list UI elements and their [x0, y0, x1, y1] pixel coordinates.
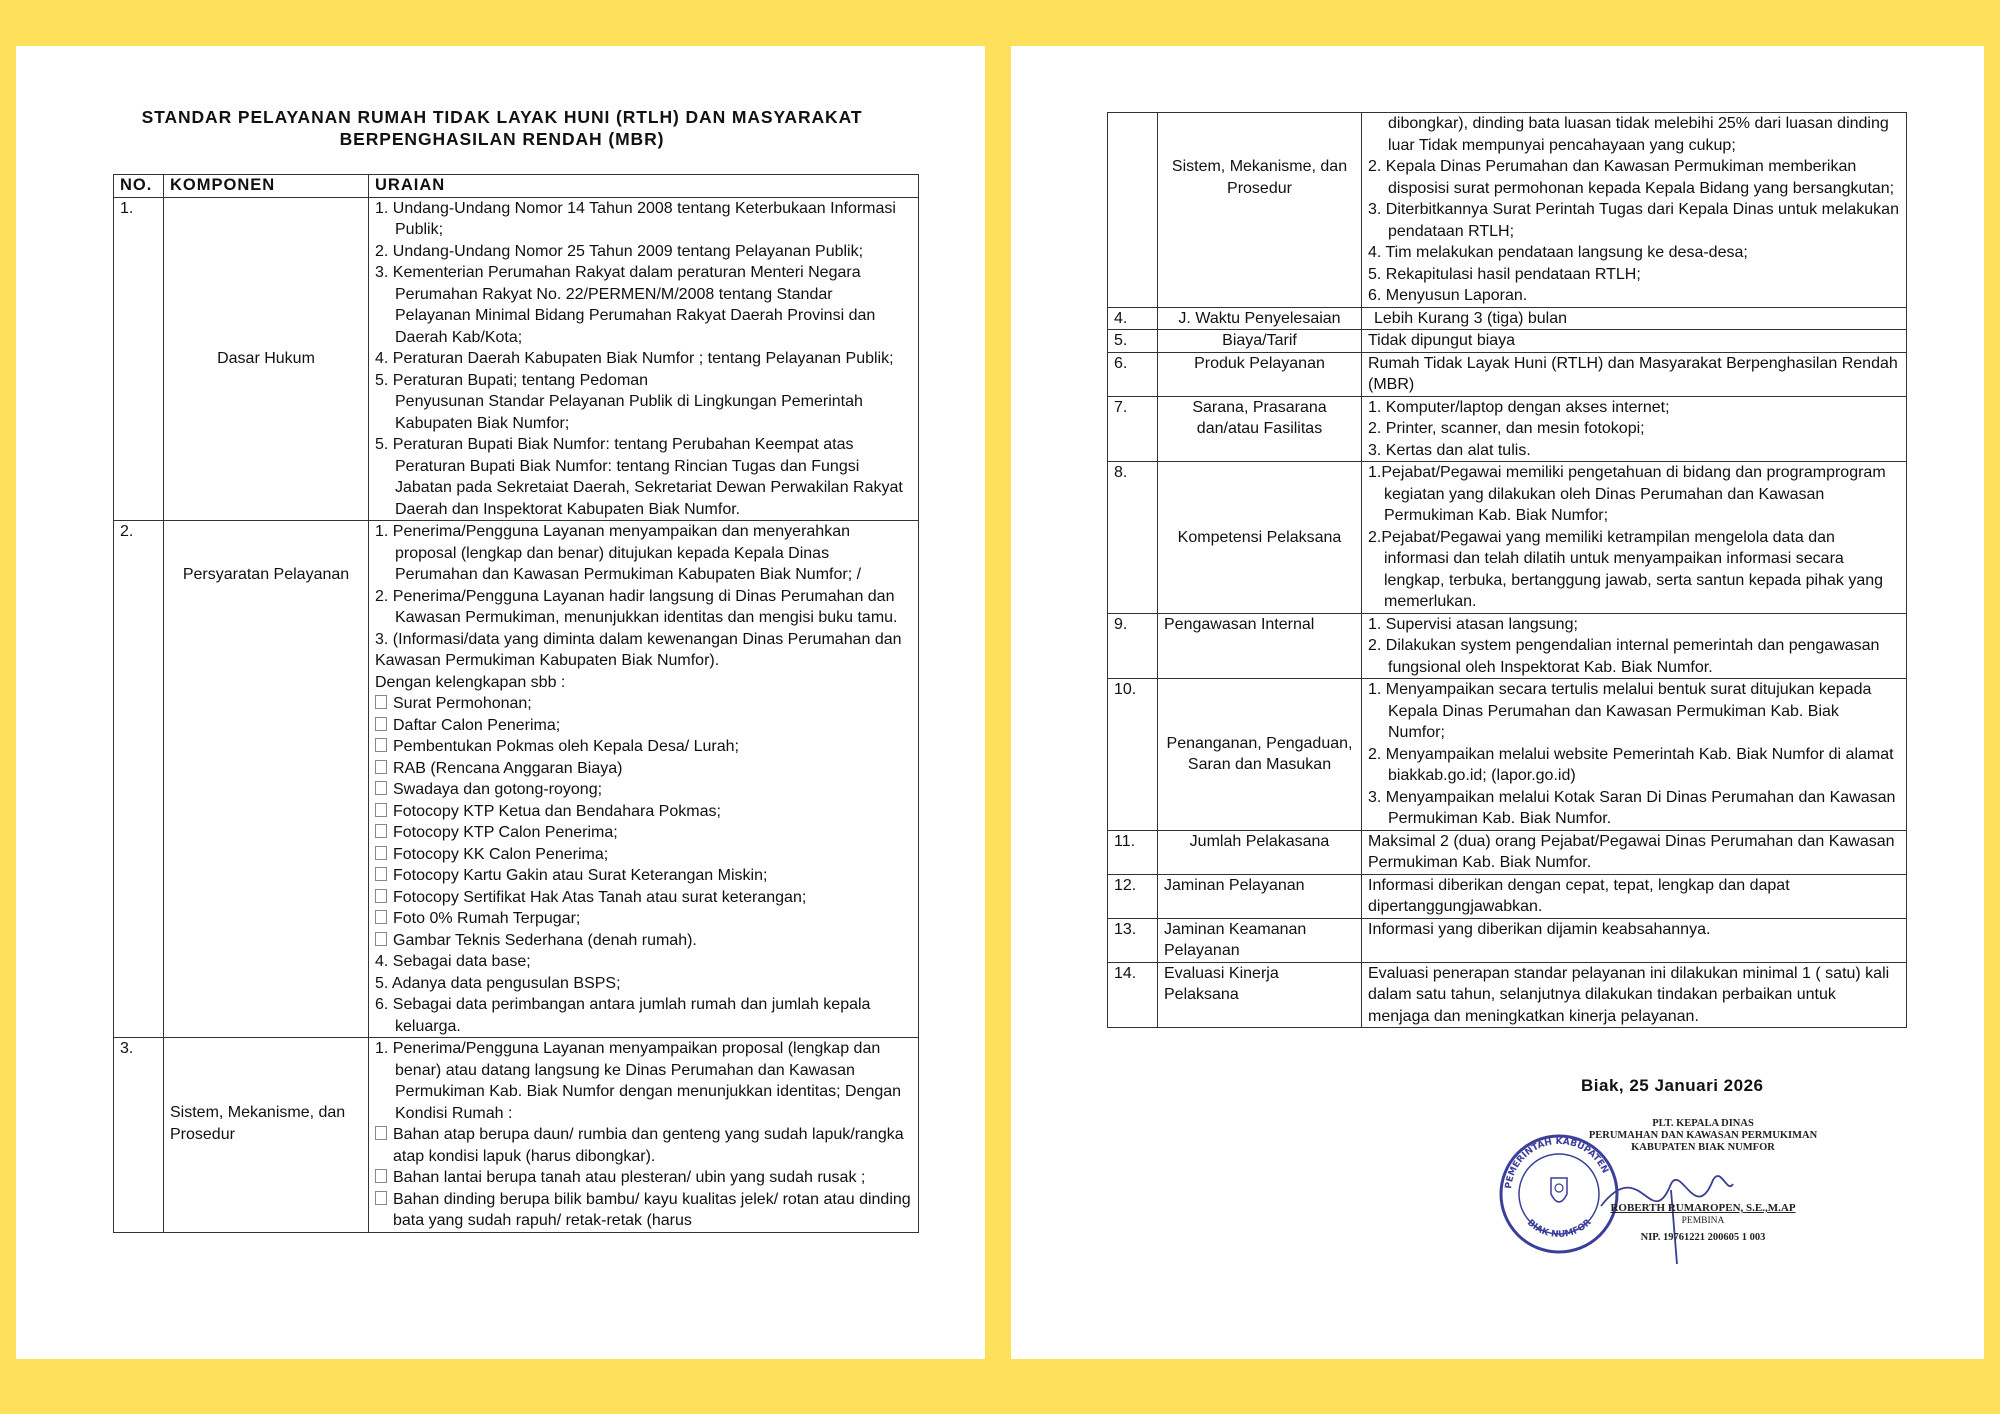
table-row	[1108, 874, 1907, 918]
row-number: 8.	[1108, 462, 1158, 614]
checkbox-glyph-icon	[375, 760, 387, 774]
table-row	[114, 1038, 919, 1233]
row-value: Lebih Kurang 3 (tiga) bulan	[1374, 309, 1568, 327]
row-component: Jaminan Pelayanan	[1158, 874, 1362, 918]
row-component: Sarana, Prasarana dan/atau Fasilitas	[1158, 396, 1362, 462]
list-item: RAB (Rencana Anggaran Biaya)	[375, 758, 912, 780]
list-item: 1. Penerima/Pengguna Layanan menyampaikan proposal (lengkap dan benar) atau datang langsung ke Dinas Perumahan dan Kawasan Permukiman Kab. Biak Numfor dengan menunjukkan identitas; Dengan Kondisi Rumah :	[375, 1040, 902, 1122]
list-item: 1. Menyampaikan secara tertulis melalui bentuk surat ditujukan kepada Kepala Dinas Perumahan dan Kawasan Permukiman Kab. Biak Numfor;	[1368, 681, 1872, 741]
table-row	[114, 521, 919, 1038]
service-standard-table-continued	[1107, 112, 1907, 1028]
list-item: 3. (Informasi/data yang diminta dalam kewenangan Dinas Perumahan dan Kawasan Permukiman Kabupaten Biak Numfor).	[375, 630, 902, 669]
list-item: 1. Komputer/laptop dengan akses internet;	[1368, 398, 1670, 416]
row-number	[1108, 113, 1158, 308]
list-item: 1. Undang-Undang Nomor 14 Tahun 2008 tentang Keterbukaan Informasi Publik;	[375, 199, 896, 238]
row-number: 5.	[1108, 330, 1158, 353]
list-item: 2.Pejabat/Pegawai yang memiliki ketrampilan mengelola data dan informasi dan telah dilatih untuk menyampaikan informasi secara lengkap, terbuka, bertanggung jawab, serta santun kepada pihak yang memerlukan.	[1368, 528, 1884, 610]
row-component: Pengawasan Internal	[1158, 613, 1362, 679]
list-item: 3. Diterbitkannya Surat Perintah Tugas dari Kepala Dinas untuk melakukan pendataan RTLH;	[1368, 201, 1899, 240]
checkbox-glyph-icon	[375, 803, 387, 817]
list-item: 5. Peraturan Bupati; tentang Pedoman	[375, 371, 649, 389]
checkbox-glyph-icon	[375, 932, 387, 946]
row-description	[369, 197, 919, 521]
list-item: Dengan kelengkapan sbb :	[375, 673, 566, 691]
row-number: 4.	[1108, 307, 1158, 330]
row-description: Rumah Tidak Layak Huni (RTLH) dan Masyarakat Berpenghasilan Rendah (MBR)	[1362, 352, 1907, 396]
list-item: 2. Menyampaikan melalui website Pemerintah Kab. Biak Numfor di alamat biakkab.go.id; (lapor.go.id)	[1368, 745, 1894, 784]
list-item: Fotocopy KTP Calon Penerima;	[375, 822, 912, 844]
document-title: STANDAR PELAYANAN RUMAH TIDAK LAYAK HUNI (RTLH) DAN MASYARAKAT BERPENGHASILAN RENDAH (MBR)	[141, 107, 863, 149]
row-description	[1362, 307, 1907, 330]
row-number: 2.	[114, 521, 164, 1038]
list-item: 2. Printer, scanner, dan mesin fotokopi;	[1368, 420, 1645, 437]
svg-text:BIAK NUMFOR: BIAK NUMFOR	[1524, 1217, 1594, 1241]
signature-date: Biak, 25 Januari 2026	[1581, 1076, 1764, 1095]
table-row	[114, 197, 919, 521]
list-item: 2. Dilakukan system pengendalian internal pemerintah dan pengawasan fungsional oleh Inspektorat Kab. Biak Numfor.	[1368, 637, 1880, 676]
list-item: 2. Penerima/Pengguna Layanan hadir langsung di Dinas Perumahan dan Kawasan Permukiman, menunjukkan identitas dan mengisi buku tamu.	[375, 587, 898, 626]
list-item: 1. Penerima/Pengguna Layanan menyampaikan dan menyerahkan proposal (lengkap dan benar) ditujukan kepada Kepala Dinas Perumahan dan Kawasan Permukiman Kabupaten Biak Numfor; /	[375, 523, 862, 583]
list-item: Daftar Calon Penerima;	[375, 715, 912, 737]
table-row	[1108, 396, 1907, 462]
row-component: Produk Pelayanan	[1158, 352, 1362, 396]
table-row	[1108, 330, 1907, 353]
row-number: 10.	[1108, 679, 1158, 831]
checkbox-glyph-icon	[375, 717, 387, 731]
signatory-title: PLT. KEPALA DINAS	[1652, 1118, 1754, 1129]
row-component: Kompetensi Pelaksana	[1158, 462, 1362, 614]
header-uraian: URAIAN	[369, 175, 919, 198]
list-item: Fotocopy KK Calon Penerima;	[375, 844, 912, 866]
checkbox-glyph-icon	[375, 1169, 387, 1183]
table-row	[1108, 307, 1907, 330]
list-item: 3. Kementerian Perumahan Rakyat dalam peraturan Menteri Negara Perumahan Rakyat No. 22/PERMEN/M/2008 tentang Standar Pelayanan Minimal Bidang Perumahan Rakyat Daerah Provinsi dan Daerah Kab/Kota;	[375, 264, 876, 346]
signatory-office: PERUMAHAN DAN KAWASAN PERMUKIMAN	[1588, 1130, 1818, 1141]
list-item: Bahan lantai berupa tanah atau plesteran/ ubin yang sudah rusak ;	[375, 1167, 912, 1189]
row-number: 7.	[1108, 396, 1158, 462]
list-item: dibongkar), dinding bata luasan tidak melebihi 25% dari luasan dinding luar Tidak mempunyai pencahayaan yang cukup;	[1388, 115, 1889, 154]
checkbox-glyph-icon	[375, 695, 387, 709]
table-row	[1108, 113, 1907, 308]
list-item: 3. Menyampaikan melalui Kotak Saran Di Dinas Perumahan dan Kawasan Permukiman Kab. Biak Numfor.	[1368, 788, 1896, 827]
list-item: Fotocopy Sertifikat Hak Atas Tanah atau surat keterangan;	[375, 887, 912, 909]
svg-text:PEMERINTAH KABUPATEN: PEMERINTAH KABUPATEN	[1504, 1136, 1610, 1190]
row-component: Jaminan Keamanan Pelayanan	[1158, 918, 1362, 962]
row-number: 13.	[1108, 918, 1158, 962]
list-item: Surat Permohonan;	[375, 693, 912, 715]
table-row	[1108, 352, 1907, 396]
table-row	[1108, 679, 1907, 831]
signatory-region: KABUPATEN BIAK NUMFOR	[1631, 1142, 1775, 1153]
list-item: 2. Undang-Undang Nomor 25 Tahun 2009 tentang Pelayanan Publik;	[375, 242, 864, 260]
checkbox-glyph-icon	[375, 846, 387, 860]
row-component: Biaya/Tarif	[1158, 330, 1362, 353]
row-description	[1362, 613, 1907, 679]
list-item: 1.Pejabat/Pegawai memiliki pengetahuan di bidang dan programprogram kegiatan yang dilakukan oleh Dinas Perumahan dan Kawasan Permukiman Kab. Biak Numfor;	[1368, 464, 1886, 524]
list-item: Bahan atap berupa daun/ rumbia dan genteng yang sudah lapuk/rangka atap kondisi lapuk (harus dibongkar).	[375, 1124, 912, 1167]
checkbox-glyph-icon	[375, 910, 387, 924]
service-standard-table	[113, 174, 919, 1233]
document-page-right	[1011, 46, 1984, 1359]
table-row	[1108, 918, 1907, 962]
signatory-rank: PEMBINA	[1681, 1216, 1725, 1226]
row-description	[1362, 113, 1907, 308]
list-item: Penyusunan Standar Pelayanan Publik di Lingkungan Pemerintah Kabupaten Biak Numfor;	[395, 393, 863, 432]
checkbox-glyph-icon	[375, 1191, 387, 1205]
header-komponen: KOMPONEN	[164, 175, 369, 198]
row-component: Penanganan, Pengaduan, Saran dan Masukan	[1158, 679, 1362, 831]
row-number: 3.	[114, 1038, 164, 1233]
header-no: NO.	[114, 175, 164, 198]
row-number: 6.	[1108, 352, 1158, 396]
list-item: 2. Kepala Dinas Perumahan dan Kawasan Permukiman memberikan disposisi surat permohonan kepada Kepala Bidang yang bersangkutan;	[1368, 158, 1895, 197]
checkbox-glyph-icon	[375, 867, 387, 881]
row-number: 12.	[1108, 874, 1158, 918]
list-item: Swadaya dan gotong-royong;	[375, 779, 912, 801]
table-header-row	[114, 175, 919, 198]
row-description	[369, 1038, 919, 1233]
list-item: 1. Supervisi atasan langsung;	[1368, 615, 1578, 633]
row-description	[1362, 396, 1907, 462]
checkbox-glyph-icon	[375, 824, 387, 838]
row-description: Informasi diberikan dengan cepat, tepat, lengkap dan dapat dipertanggungjawabkan.	[1362, 874, 1907, 918]
row-description: Tidak dipungut biaya	[1362, 330, 1907, 353]
row-component: Sistem, Mekanisme, dan Prosedur	[164, 1038, 369, 1233]
row-number: 9.	[1108, 613, 1158, 679]
row-description: Maksimal 2 (dua) orang Pejabat/Pegawai Dinas Perumahan dan Kawasan Permukiman Kab. Biak Numfor.	[1362, 830, 1907, 874]
list-item: 6. Sebagai data perimbangan antara jumlah rumah dan jumlah kepala keluarga.	[375, 996, 871, 1035]
list-item: 5. Peraturan Bupati Biak Numfor: tentang Perubahan Keempat atas Peraturan Bupati Biak Numfor: tentang Rincian Tugas dan Fungsi Jabatan pada Sekretaiat Daerah, Sekretariat Dewan Perwakilan Rakyat Daerah dan Inspektorat Kabupaten Biak Numfor.	[375, 436, 903, 518]
list-item: 5. Adanya data pengusulan BSPS;	[375, 974, 621, 992]
list-item: Fotocopy KTP Ketua dan Bendahara Pokmas;	[375, 801, 912, 823]
document-page-left	[16, 46, 985, 1359]
row-number: 11.	[1108, 830, 1158, 874]
list-item: Fotocopy Kartu Gakin atau Surat Keterangan Miskin;	[375, 865, 912, 887]
row-number: 14.	[1108, 962, 1158, 1028]
list-item: 4. Tim melakukan pendataan langsung ke desa-desa;	[1368, 244, 1748, 261]
list-item: Bahan dinding berupa bilik bambu/ kayu kualitas jelek/ rotan atau dinding bata yang sudah rapuh/ retak-retak (harus	[375, 1189, 912, 1232]
list-item: 3. Kertas dan alat tulis.	[1368, 441, 1531, 459]
row-description	[1362, 679, 1907, 831]
row-number: 1.	[114, 197, 164, 521]
row-component: Evaluasi Kinerja Pelaksana	[1158, 962, 1362, 1028]
row-component: Sistem, Mekanisme, dan Prosedur	[1158, 113, 1362, 308]
row-component: J. Waktu Penyelesaian	[1158, 307, 1362, 330]
list-item: 4. Peraturan Daerah Kabupaten Biak Numfor ; tentang Pelayanan Publik;	[375, 350, 894, 367]
signatory-nip: NIP. 19761221 200605 1 003	[1640, 1232, 1766, 1243]
list-item: Gambar Teknis Sederhana (denah rumah).	[375, 930, 912, 952]
list-item: 5. Rekapitulasi hasil pendataan RTLH;	[1368, 265, 1641, 283]
table-row	[1108, 613, 1907, 679]
checkbox-glyph-icon	[375, 889, 387, 903]
list-item: Pembentukan Pokmas oleh Kepala Desa/ Lurah;	[375, 736, 912, 758]
table-row	[1108, 962, 1907, 1028]
checkbox-glyph-icon	[375, 738, 387, 752]
signature-block	[1481, 1114, 1841, 1264]
row-description	[1362, 462, 1907, 614]
table-row	[1108, 462, 1907, 614]
list-item: Foto 0% Rumah Terpugar;	[375, 908, 912, 930]
signatory-name: ROBERTH RUMAROPEN, S.E.,M.AP	[1610, 1202, 1796, 1214]
row-component: Jumlah Pelakasana	[1158, 830, 1362, 874]
list-item: 4. Sebagai data base;	[375, 953, 531, 970]
row-description	[369, 521, 919, 1038]
row-description: Informasi yang diberikan dijamin keabsahannya.	[1362, 918, 1907, 962]
checkbox-glyph-icon	[375, 781, 387, 795]
checkbox-glyph-icon	[375, 1126, 387, 1140]
row-component: Persyaratan Pelayanan	[164, 521, 369, 1038]
list-item: 6. Menyusun Laporan.	[1368, 287, 1528, 304]
table-row	[1108, 830, 1907, 874]
row-component: Dasar Hukum	[164, 197, 369, 521]
row-description: Evaluasi penerapan standar pelayanan ini dilakukan minimal 1 ( satu) kali dalam satu tahun, selanjutnya dilakukan tindakan perbaikan untuk menjaga dan meningkatkan kinerja pelayanan.	[1362, 962, 1907, 1028]
